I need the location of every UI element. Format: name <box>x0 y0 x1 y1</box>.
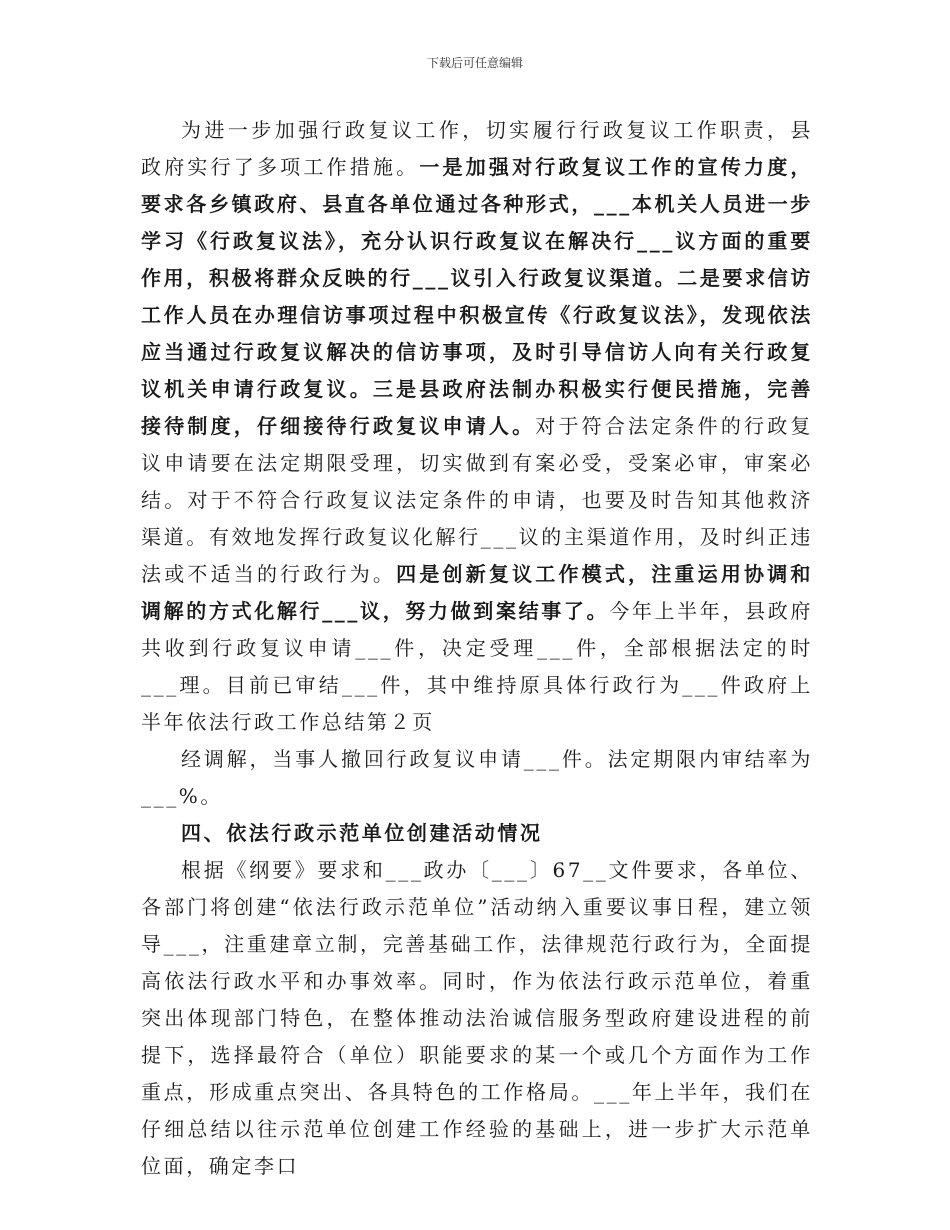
paragraph-measures-middle: 对于符合法定条件的行政复议申请要在法定期限受理，切实做到有案必受，受案必审，审案必结。对于不符合行政复议法定条件的申请，也要及时告知其他救济渠道。有效地发挥行政复议化解行___议的主渠道作用，及时纠正违法或不适当的行政行为。 <box>141 414 814 586</box>
paragraph-measures-bold-part-2: 四是创新复议工作模式，注重运用协调和调解的方式化解行___议，努力做到案结事了。 <box>141 562 813 623</box>
paragraph-demonstration-units: 根据《纲要》要求和___政办〔___〕67__文件要求，各单位、各部门将创建“依法行政示范单位”活动纳入重要议事日程，建立领导___，注重建章立制，完善基础工作，法律规范行政行为，全面提高依法行政水平和办事效率。同时，作为依法行政示范单位，着重突出体现部门特色，在整体推动法治诚信服务型政府建设进程的前提下，选择最符合（单位）职能要求的某一个或几个方面作为工作重点，形成重点突出、各具特色的工作格局。___年上半年，我们在仔细总结以往示范单位创建工作经验的基础上，进一步扩大示范单位面，确定李口 <box>141 858 813 1178</box>
paragraph-mediation: 经调解，当事人撤回行政复议申请___件。法定期限内审结率为___%。 <box>141 747 813 808</box>
section-heading: 四、依法行政示范单位创建活动情况 <box>181 821 543 845</box>
paragraph-measures-bold-part-1: 一是加强对行政复议工作的宣传力度，要求各乡镇政府、县直各单位通过各种形式，___本机关人员进一步学习《行政复议法》，充分认识行政复议在解决行___议方面的重要作用，积极将群众反映的行___议引入行政复议渠道。二是要求信访工作人员在办理信访事项过程中积极宣传《行政复议法》，发现依法应当通过行政复议解决的信访事项，及时引导信访人向有关行政复议机关申请行政复议。三是县政府法制办积极实行便民措施，完善接待制度，仔细接待行政复议申请人。 <box>141 155 813 438</box>
header-note: 下载后可任意编辑 <box>426 56 523 70</box>
document-body <box>141 112 813 1185</box>
paragraph-measures-intro: 为进一步加强行政复议工作，切实履行行政复议工作职责，县政府实行了多项工作措施。 <box>141 118 813 179</box>
paragraph-measures <box>141 112 813 741</box>
paragraph-measures-end: 今年上半年，县政府共收到行政复议申请___件，决定受理___件，全部根据法定的时___理。目前已审结___件，其中维持原具体行政行为___件政府上半年依法行政工作总结第２页 <box>141 599 814 734</box>
